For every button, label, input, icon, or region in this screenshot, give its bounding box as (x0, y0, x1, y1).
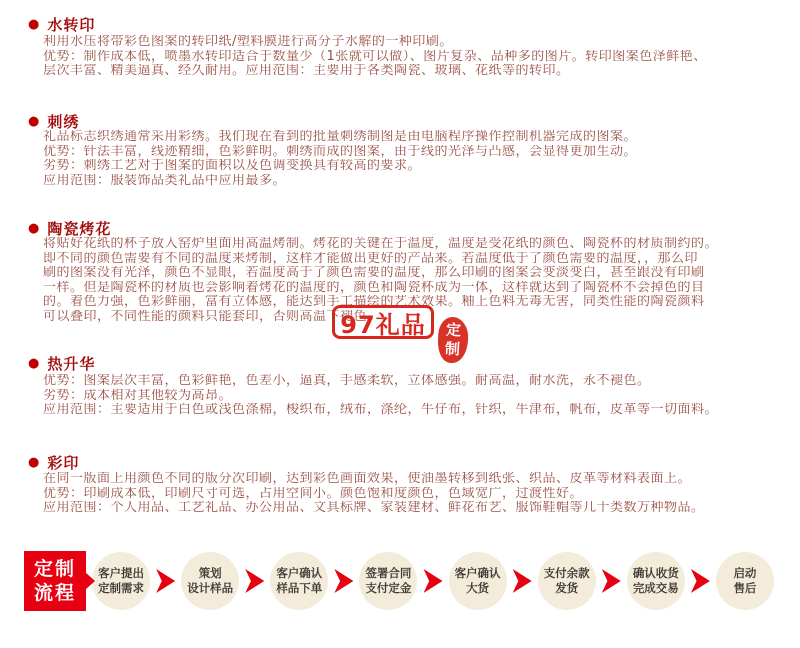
flow-step-8 (716, 552, 774, 610)
section-title (28, 353, 95, 374)
arrow-right-icon (513, 569, 532, 593)
watermark-badge (332, 305, 434, 339)
flow-step-2 (181, 552, 239, 610)
flow-step-6 (538, 552, 596, 610)
section-title-text: 彩印 (47, 454, 80, 472)
body-line: 劣势：成本相对其他较为高昂。 (43, 388, 233, 403)
flow-step-line2: 完成交易 (632, 581, 679, 595)
body-line: 在同一版面上用颜色不同的版分次印刷，达到彩色画面效果，使油墨转移到纸张、织品、皮革等材料表面上。 (43, 472, 692, 486)
body-line: 的。着色力强，色彩鲜丽，富有立体感，能达到手工描绘的艺术效果。釉上色料无毒无害，同类性能的陶瓷颜料 (43, 295, 705, 309)
flow-step-line1: 客户确认 (454, 566, 501, 580)
section-title-text: 水转印 (47, 16, 96, 34)
flow-label-line2: 流程 (33, 582, 76, 604)
flow-step-7 (627, 552, 685, 610)
flow-label-line1: 定制 (33, 558, 76, 580)
body-line: 应用范围：主要适用于白色或浅色涤棉，梭织布，绒布，涤纶，牛仔布，针织，牛津布，帆布，皮革等一切面料。 (43, 403, 719, 417)
bullet-icon: ● (28, 455, 41, 470)
custom-process-flow (24, 548, 774, 614)
flow-step-3 (270, 552, 328, 610)
body-line: 将贴好花纸的杯子放入窑炉里面用高温烤制。烤花的关键在于温度，温度是受花纸的颜色、陶瓷杯的材质制约的。 (43, 237, 719, 251)
section-body (43, 472, 782, 516)
flow-step-line2: 定制需求 (98, 581, 145, 595)
flow-step-line2: 大货 (466, 581, 490, 595)
flow-step-line1: 签署合同 (365, 566, 412, 580)
arrow-right-icon (424, 569, 443, 593)
body-line: 一样。但是陶瓷杯的材质也会影响着烤花的温度的，颜色和陶瓷杯成为一体，这样就达到了陶瓷杯不会掉色的目 (43, 280, 705, 295)
flow-step-line2: 样品下单 (276, 581, 323, 595)
flow-step-line2: 发货 (555, 581, 579, 595)
bullet-icon: ● (28, 17, 41, 32)
body-line: 优势：制作成本低，喷墨水转印适合于数量少（1张就可以做）、图片复杂、品种多的图片。转印图案色泽鲜艳、 (43, 49, 707, 64)
flow-step-line1: 客户确认 (276, 566, 323, 580)
body-line: 优势：印刷成本低，印刷尺寸可选，占用空间小。颜色饱和度颜色，色域宽广，过渡性好。 (43, 486, 584, 501)
body-line: 即不同的颜色需要有不同的温度来烤制，这样才能做出更好的产品来。若温度低于了颜色需要的温度，，那么印 (43, 251, 699, 266)
body-line: 优势：图案层次丰富，色彩鲜艳，色差小，逼真，手感柔软，立体感强。耐高温，耐水洗，永不褪色。 (43, 374, 651, 388)
body-line: 优势：针法丰富，线迹精细，色彩鲜明。刺绣而成的图案，由于线的光泽与凸感，会显得更加生动。 (43, 144, 638, 159)
flow-label-tip-icon (85, 572, 95, 590)
body-line: 可以叠印，不同性能的颜料只能套印，否则高温下褪色。 (43, 309, 381, 324)
body-line: 礼品标志织绣通常采用彩绣。我们现在看到的批量刺绣制图是由电脑程序操作控制机器完成的图案。 (43, 130, 638, 144)
body-line: 利用水压将带彩色图案的转印纸/塑料膜进行高分子水解的一种印刷。 (43, 35, 453, 49)
section-title (28, 111, 79, 132)
section-title-text: 热升华 (47, 355, 96, 373)
flow-step-5 (449, 552, 507, 610)
flow-step-line2: 支付定金 (365, 581, 412, 595)
watermark-badge-text: 97礼品 (340, 310, 426, 339)
flow-step-line1: 策划 (198, 566, 222, 580)
arrow-right-icon (156, 569, 175, 593)
section-body (43, 130, 782, 188)
flow-step-line1: 启动 (733, 566, 757, 580)
bullet-icon: ● (28, 114, 41, 129)
flow-step-line1: 支付余款 (543, 566, 590, 580)
bullet-icon: ● (28, 356, 41, 371)
arrow-right-icon (245, 569, 264, 593)
flow-step-line1: 确认收货 (632, 566, 679, 580)
flow-step-1 (92, 552, 150, 610)
flow-label (24, 551, 86, 611)
flow-step-4 (359, 552, 417, 610)
section-title-text: 陶瓷烤花 (47, 220, 112, 238)
arrow-right-icon (334, 569, 353, 593)
section-body (43, 374, 782, 418)
seal-char-bottom: 制 (444, 339, 461, 359)
bullet-icon: ● (28, 221, 41, 236)
arrow-right-icon (602, 569, 621, 593)
section-title (28, 14, 95, 35)
seal-char-top: 定 (445, 320, 462, 340)
section-title (28, 218, 111, 239)
flow-step-line1: 客户提出 (98, 566, 145, 580)
body-line: 应用范围：个人用品、工艺礼品、办公用品、文具标牌、家装建材、鲜花布艺、服饰鞋帽等几十类数万种物品。 (43, 501, 705, 515)
body-line: 层次丰富、精美逼真、经久耐用。应用范围：主要用于各类陶瓷、玻璃、花纸等的转印。 (43, 64, 570, 78)
section-body (43, 35, 782, 79)
arrow-right-icon (691, 569, 710, 593)
section-title-text: 刺绣 (47, 113, 80, 131)
body-line: 劣势：刺绣工艺对于图案的面积以及色调变换具有较高的要求。 (43, 159, 422, 173)
flow-step-line2: 售后 (733, 581, 757, 595)
section-title (28, 452, 79, 473)
flow-step-line2: 设计样品 (187, 581, 234, 595)
body-line: 应用范围：服装饰品类礼品中应用最多。 (43, 173, 287, 188)
watermark-seal-icon (437, 316, 469, 364)
body-line: 刷的图案没有光泽，颜色不显眼，若温度高于了颜色需要的温度，那么印刷的图案会变淡变白，甚至跟没有印刷 (43, 266, 705, 280)
